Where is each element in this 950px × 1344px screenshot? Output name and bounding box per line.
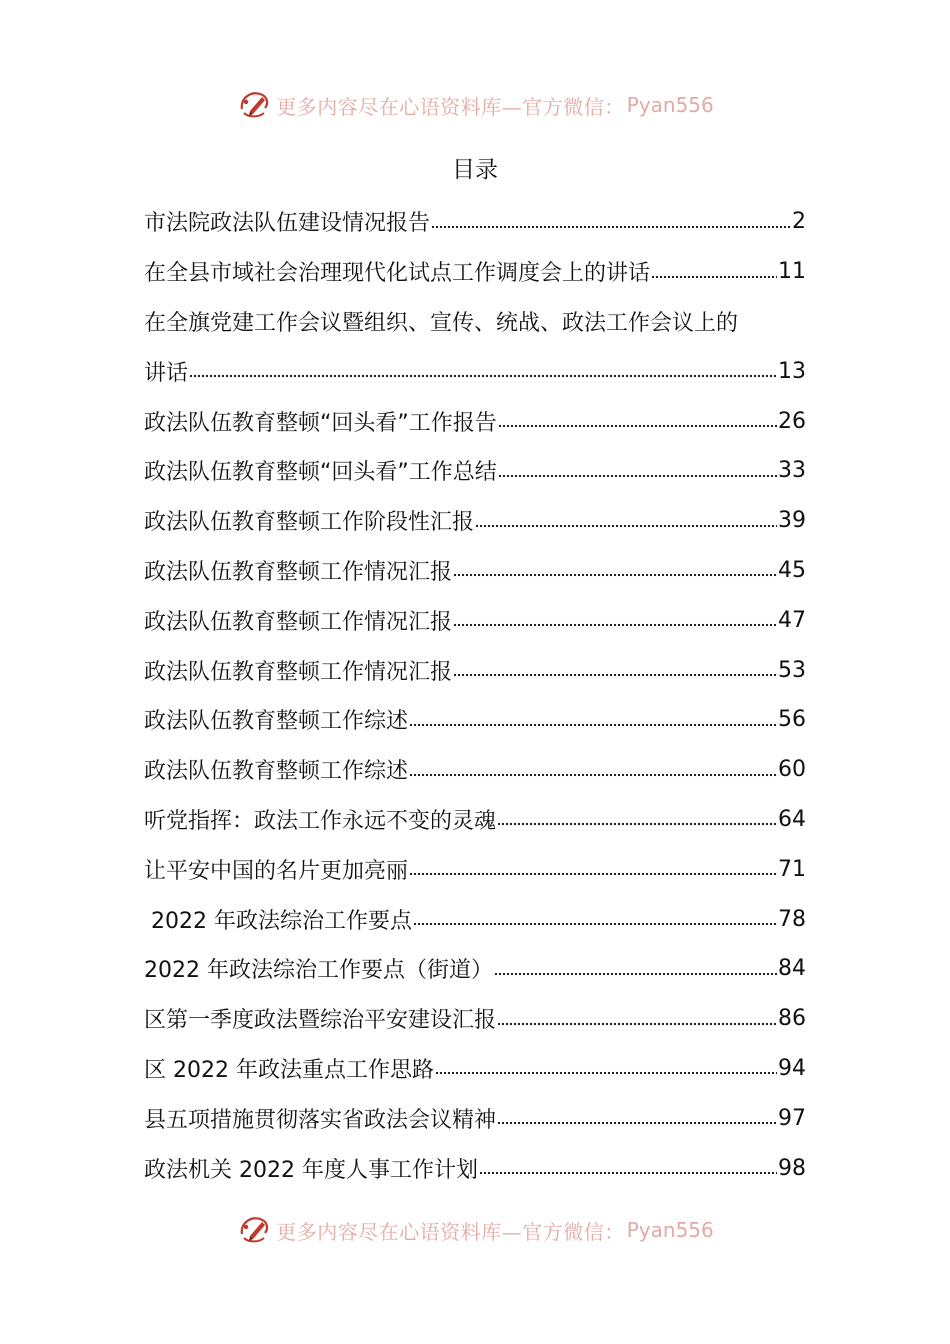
dot-leader (409, 872, 777, 876)
toc-entry-page: 13 (778, 358, 806, 384)
toc-entry[interactable] (144, 844, 806, 894)
toc-entry-page: 2 (792, 209, 806, 235)
toc-entry[interactable] (144, 645, 806, 695)
pen-swirl-logo-icon (236, 1212, 272, 1248)
toc-entry-title: 政法队伍教育整顿工作情况汇报 (144, 609, 453, 635)
dot-leader (651, 275, 777, 279)
dot-leader (453, 623, 777, 627)
toc-entry[interactable] (144, 994, 806, 1044)
toc-entry[interactable] (144, 247, 806, 297)
toc-entry-page: 84 (778, 956, 806, 982)
dot-leader (413, 922, 777, 926)
dot-leader (497, 822, 777, 826)
toc-entry-title: 政法队伍教育整顿工作阶段性汇报 (144, 510, 475, 536)
dot-leader (498, 424, 777, 428)
toc-entry-page: 98 (778, 1155, 806, 1181)
toc-entry-page: 94 (778, 1055, 806, 1081)
toc-entry[interactable] (144, 446, 806, 496)
toc-entry[interactable] (144, 595, 806, 645)
watermark-text: 更多内容尽在心语资料库—官方微信： (276, 1219, 625, 1244)
dot-leader (453, 673, 777, 677)
toc-entry-page: 45 (778, 557, 806, 583)
toc-entry-page: 39 (778, 508, 806, 534)
toc-entry[interactable] (144, 795, 806, 845)
header-watermark (0, 85, 950, 125)
toc-entry-page: 26 (778, 408, 806, 434)
dot-leader (435, 1071, 777, 1075)
toc-entry-title: 听党指挥：政法工作永远不变的灵魂 (144, 808, 497, 834)
toc-entry[interactable] (144, 695, 806, 745)
toc-entry-title: 政法队伍教育整顿工作情况汇报 (144, 559, 453, 585)
toc-entry-page: 11 (778, 259, 806, 285)
toc-entry[interactable] (144, 496, 806, 546)
toc-entry-page: 97 (778, 1105, 806, 1131)
dot-leader (497, 1022, 777, 1026)
toc-entry-line1[interactable] (144, 297, 806, 347)
toc-entry[interactable] (144, 1093, 806, 1143)
toc-entry[interactable] (144, 396, 806, 446)
toc-entry-title: 政法队伍教育整顿“回头看”工作报告 (144, 410, 497, 436)
toc-entry-page: 47 (778, 607, 806, 633)
dot-leader (409, 773, 777, 777)
watermark-text: 更多内容尽在心语资料库—官方微信： (276, 94, 625, 119)
dot-leader (498, 474, 777, 478)
toc-entry-title: 县五项措施贯彻落实省政法会议精神 (144, 1107, 497, 1133)
watermark-wechat-id: Pyan556 (626, 1218, 714, 1242)
dot-leader (497, 1121, 777, 1125)
toc-title: 目录 (452, 157, 498, 183)
toc-entry[interactable] (144, 894, 806, 944)
toc-entry-title: 政法队伍教育整顿工作情况汇报 (144, 659, 453, 685)
toc-entry-title: 政法机关 2022 年度人事工作计划 (144, 1157, 478, 1183)
dot-leader (479, 1171, 777, 1175)
toc-entry-title-continued: 讲话 (144, 360, 189, 386)
toc-entry-title: 2022 年政法综治工作要点（街道） (144, 958, 493, 984)
toc-entry-title: 市法院政法队伍建设情况报告 (144, 211, 431, 237)
toc-entry-page: 53 (778, 657, 806, 683)
toc-entry[interactable] (144, 944, 806, 994)
toc-entry-title: 2022 年政法综治工作要点 (144, 908, 412, 934)
footer-watermark (0, 1210, 950, 1250)
toc-entry-page: 78 (778, 906, 806, 932)
dot-leader (475, 524, 777, 528)
toc-entry-title: 区第一季度政法暨综治平安建设汇报 (144, 1008, 497, 1034)
toc-entry[interactable] (144, 1143, 806, 1193)
toc-entry-title: 让平安中国的名片更加亮丽 (144, 858, 409, 884)
toc-entry-page: 60 (778, 757, 806, 783)
table-of-contents (144, 197, 806, 1193)
toc-entry-page: 71 (778, 856, 806, 882)
toc-entry-title: 政法队伍教育整顿工作综述 (144, 759, 409, 785)
dot-leader (494, 972, 777, 976)
toc-entry-page: 64 (778, 806, 806, 832)
dot-leader (189, 374, 777, 378)
toc-entry[interactable] (144, 546, 806, 596)
toc-entry-title: 区 2022 年政法重点工作思路 (144, 1057, 434, 1083)
toc-entry[interactable] (144, 1044, 806, 1094)
toc-entry-title: 在全旗党建工作会议暨组织、宣传、统战、政法工作会议上的 (144, 310, 739, 336)
toc-entry[interactable] (144, 745, 806, 795)
dot-leader (409, 723, 777, 727)
toc-entry-page: 33 (778, 458, 806, 484)
dot-leader (453, 573, 777, 577)
toc-entry-page: 56 (778, 707, 806, 733)
toc-entry-title: 在全县市域社会治理现代化试点工作调度会上的讲话 (144, 261, 651, 287)
toc-entry-title: 政法队伍教育整顿工作综述 (144, 709, 409, 735)
pen-swirl-logo-icon (236, 87, 272, 123)
toc-entry-line2[interactable] (144, 346, 806, 396)
watermark-wechat-id: Pyan556 (626, 93, 714, 117)
dot-leader (431, 225, 791, 229)
toc-entry-page: 86 (778, 1006, 806, 1032)
toc-entry-title: 政法队伍教育整顿“回头看”工作总结 (144, 460, 497, 486)
toc-entry[interactable] (144, 197, 806, 247)
